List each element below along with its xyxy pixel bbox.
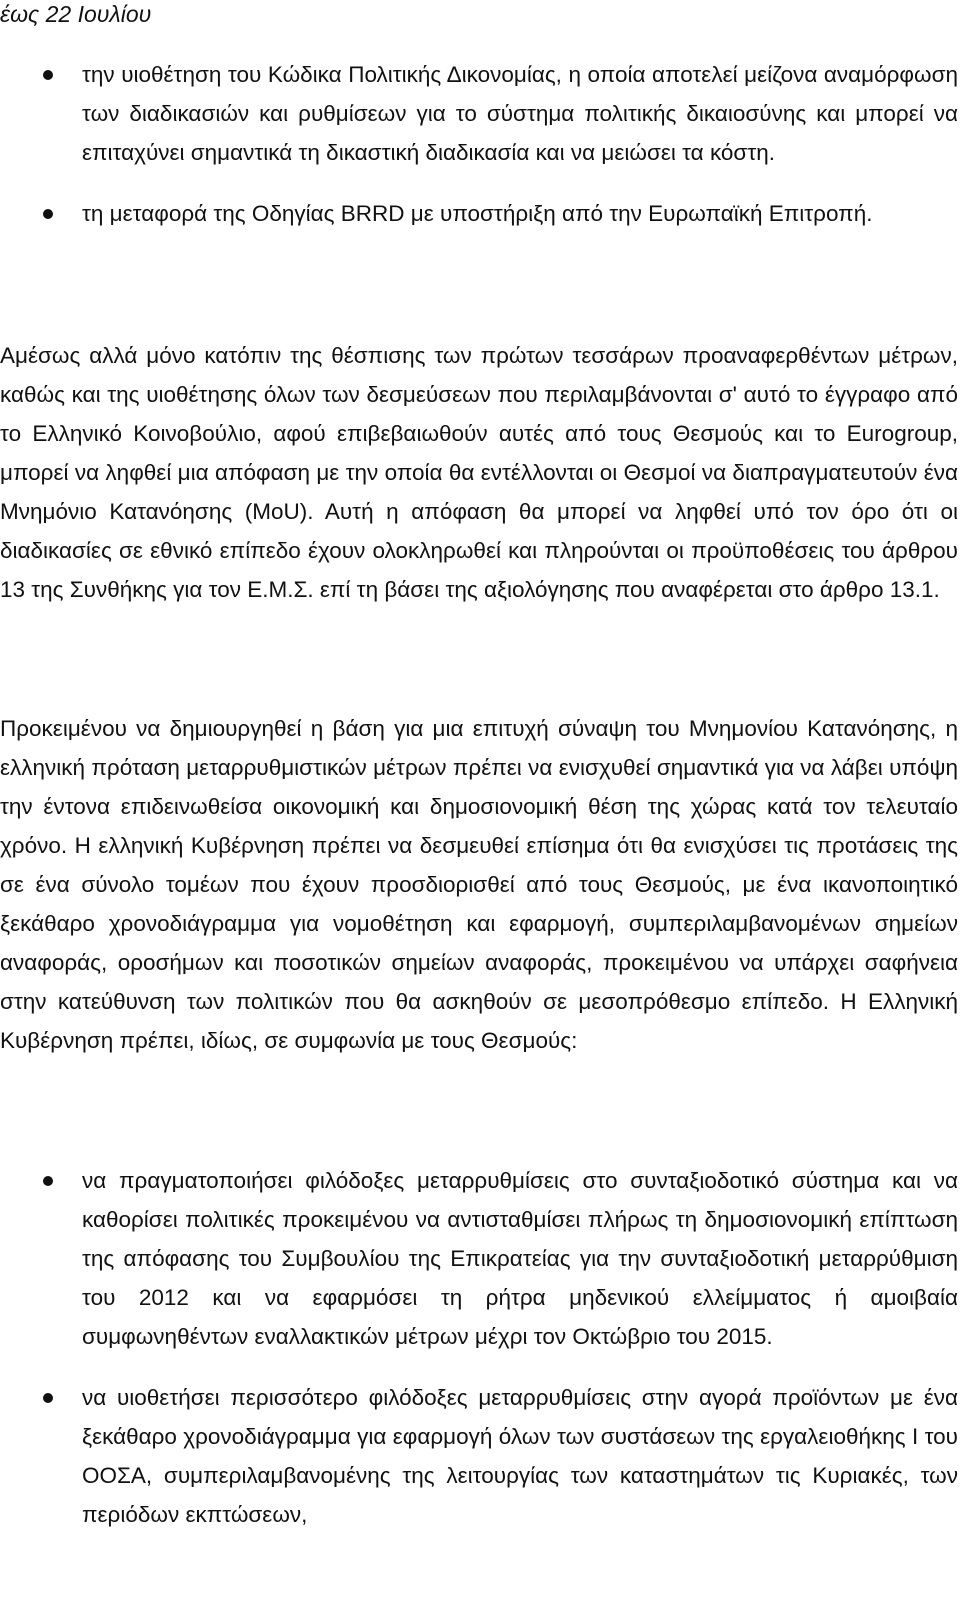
list-item-text: να υιοθετήσει περισσότερο φιλόδοξες μεταρρυθμίσεις στην αγορά προϊόντων με ένα ξεκάθαρο χρονοδιάγραμμα για εφαρμογή όλων των συστάσεων της εργαλειοθήκης I του ΟΟΣΑ, συμπεριλαμβανομένης της λειτουργίας των καταστημάτων τις Κυριακές, των περιόδων εκπτώσεων, — [82, 1385, 958, 1527]
list-item — [0, 194, 958, 233]
list-item-text: την υιοθέτηση του Κώδικα Πολιτικής Δικονομίας, η οποία αποτελεί μείζονα αναμόρφωση των διαδικασιών και ρυθμίσεων για το σύστημα πολιτικής δικαιοσύνης και μπορεί να επιταχύνει σημαντικά τη δικαστική διαδικασία και να μειώσει τα κόστη. — [82, 62, 958, 165]
paragraph-mou-decision: Αμέσως αλλά μόνο κατόπιν της θέσπισης των πρώτων τεσσάρων προαναφερθέντων μέτρων, καθώς και της υιοθέτησης όλων των δεσμεύσεων που περιλαμβάνονται σ' αυτό το έγγραφο από το Ελληνικό Κοινοβούλιο, αφού επιβεβαιωθούν αυτές από τους Θεσμούς και το Eurogroup, μπορεί να ληφθεί μια απόφαση με την οποία θα εντέλλονται οι Θεσμοί να διαπραγματευτούν ένα Μνημόνιο Κατανόησης (MoU). Αυτή η απόφαση θα μπορεί να ληφθεί υπό τον όρο ότι οι διαδικασίες σε εθνικό επίπεδο έχουν ολοκληρωθεί και πληρούνται οι προϋποθέσεις του άρθρου 13 της Συνθήκης για τον Ε.Μ.Σ. επί τη βάσει της αξιολόγησης που αναφέρεται στο άρθρο 13.1. — [0, 343, 958, 602]
list-item — [0, 55, 958, 172]
reform-actions-list — [0, 1161, 958, 1534]
list-item-text: να πραγματοποιήσει φιλόδοξες μεταρρυθμίσεις στο συνταξιοδοτικό σύστημα και να καθορίσει πολιτικές προκειμένου να αντισταθμίσει πλήρως τη δημοσιονομική επίπτωση της απόφασης του Συμβουλίου της Επικρατείας για την συνταξιοδοτική μεταρρύθμιση του 2012 και να εφαρμόσει τη ρήτρα μηδενικού ελλείμματος ή αμοιβαία συμφωνηθέντων εναλλακτικών μέτρων μέχρι τον Οκτώβριο του 2015. — [82, 1168, 958, 1349]
section-heading: έως 22 Ιουλίου — [0, 1, 152, 27]
paragraph-reform-proposal: Προκειμένου να δημιουργηθεί η βάση για μια επιτυχή σύναψη του Μνημονίου Κατανόησης, η ελληνική πρόταση μεταρρυθμιστικών μέτρων πρέπει να ενισχυθεί σημαντικά για να λάβει υπόψη την έντονα επιδεινωθείσα οικονομική και δημοσιονομική θέση της χώρας κατά τον τελευταίο χρόνο. Η ελληνική Κυβέρνηση πρέπει να δεσμευθεί επίσημα ότι θα ενισχύσει τις προτάσεις της σε ένα σύνολο τομέων που έχουν προσδιορισθεί από τους Θεσμούς, με ένα ικανοποιητικό ξεκάθαρο χρονοδιάγραμμα για νομοθέτηση και εφαρμογή, συμπεριλαμβανομένων σημείων αναφοράς, οροσήμων και ποσοτικών σημείων αναφοράς, προκειμένου να υπάρχει σαφήνεια στην κατεύθυνση των πολιτικών που θα ασκηθούν σε μεσοπρόθεσμο επίπεδο. Η Ελληνική Κυβέρνηση πρέπει, ιδίως, σε συμφωνία με τους Θεσμούς: — [0, 716, 958, 1053]
bullet-icon — [43, 70, 53, 80]
bullet-icon — [43, 209, 53, 219]
bullet-icon — [43, 1393, 53, 1403]
commitments-list — [0, 55, 958, 233]
list-item — [0, 1161, 958, 1356]
bullet-icon — [43, 1176, 53, 1186]
list-item-text: τη μεταφορά της Οδηγίας BRRD με υποστήριξη από την Ευρωπαϊκή Επιτροπή. — [82, 201, 873, 226]
list-item — [0, 1378, 958, 1534]
